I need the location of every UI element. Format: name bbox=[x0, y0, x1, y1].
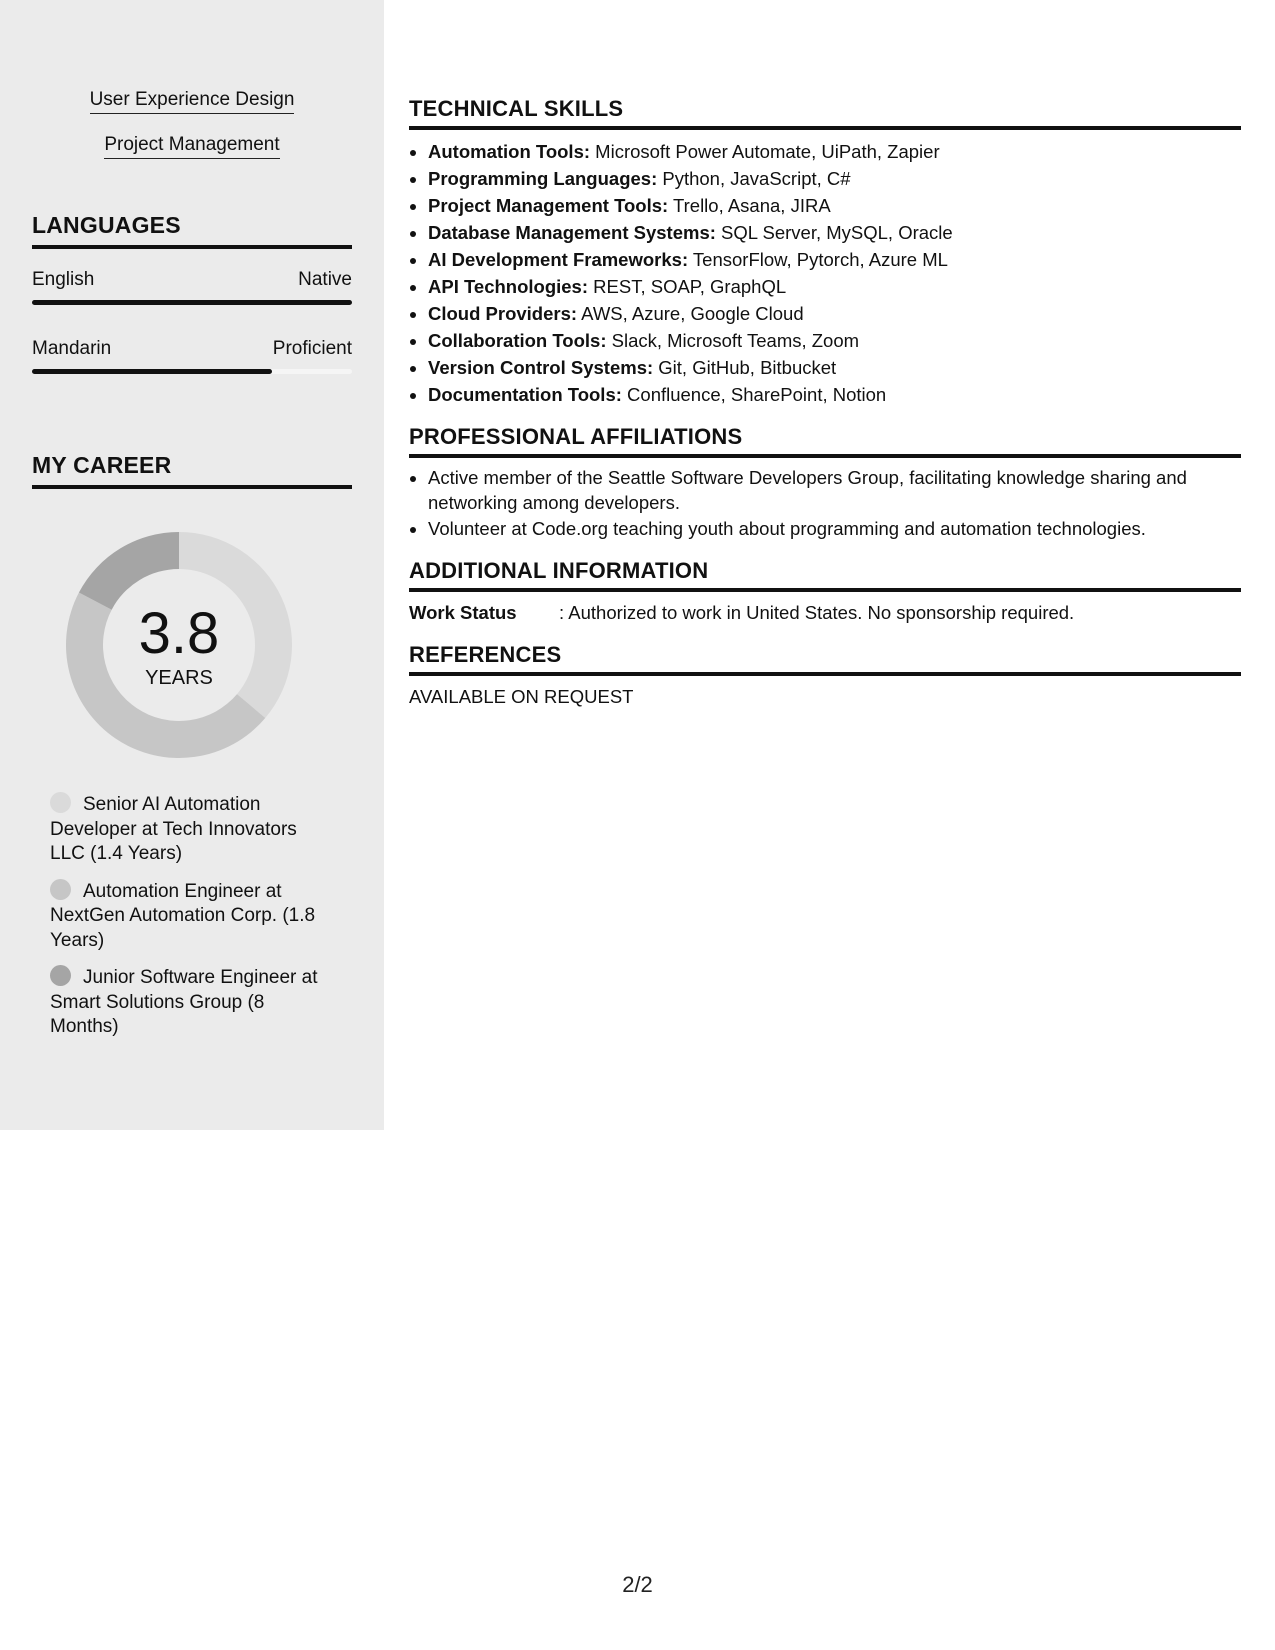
list-item bbox=[428, 165, 1241, 192]
skill-category: Cloud Providers: bbox=[428, 303, 578, 324]
list-item bbox=[428, 138, 1241, 165]
skill-category: Automation Tools: bbox=[428, 141, 591, 162]
list-item bbox=[428, 192, 1241, 219]
skill-category: Project Management Tools: bbox=[428, 195, 669, 216]
language-row-english bbox=[32, 268, 352, 292]
career-item-text: Senior AI Automation Developer at Tech Innovators LLC (1.4 Years) bbox=[50, 794, 297, 864]
career-item-text: Junior Software Engineer at Smart Solutions Group (8 Months) bbox=[50, 967, 318, 1037]
skill-values: SQL Server, MySQL, Oracle bbox=[715, 222, 953, 243]
technical-skills-heading: TECHNICAL SKILLS bbox=[409, 96, 1241, 130]
skill-values: AWS, Azure, Google Cloud bbox=[577, 303, 804, 324]
work-status-row bbox=[409, 600, 1241, 626]
references-text: AVAILABLE ON REQUEST bbox=[409, 685, 634, 707]
list-item bbox=[428, 246, 1241, 273]
list-item bbox=[428, 219, 1241, 246]
career-unit: YEARS bbox=[145, 667, 213, 689]
list-item bbox=[428, 354, 1241, 381]
language-row-mandarin bbox=[32, 337, 352, 361]
career-item-text: Automation Engineer at NextGen Automation Corp. (1.8 Years) bbox=[50, 880, 316, 951]
skill-label: Project Management bbox=[104, 133, 279, 159]
technical-skills-section bbox=[409, 96, 1241, 408]
skill-values: Microsoft Power Automate, UiPath, Zapier bbox=[590, 141, 940, 162]
career-total-years: 3.8 bbox=[138, 601, 220, 666]
affiliations-list bbox=[409, 466, 1241, 542]
career-item bbox=[50, 965, 330, 1040]
list-item bbox=[428, 273, 1241, 300]
languages-heading: LANGUAGES bbox=[32, 212, 352, 249]
technical-skills-list bbox=[409, 138, 1241, 408]
skill-project-management[interactable] bbox=[0, 133, 384, 159]
main-content bbox=[409, 96, 1241, 726]
additional-info-heading: ADDITIONAL INFORMATION bbox=[409, 558, 1241, 592]
career-donut-chart bbox=[66, 532, 292, 758]
list-item bbox=[428, 381, 1241, 408]
skill-category: AI Development Frameworks: bbox=[428, 249, 689, 270]
skill-label: User Experience Design bbox=[90, 88, 295, 114]
skill-user-experience-design[interactable] bbox=[0, 88, 384, 114]
skill-values: Slack, Microsoft Teams, Zoom bbox=[606, 330, 860, 351]
language-name: English bbox=[32, 269, 95, 290]
skill-category: Version Control Systems: bbox=[428, 357, 654, 378]
language-bar-fill bbox=[32, 369, 272, 374]
skill-category: Programming Languages: bbox=[428, 168, 658, 189]
skill-values: Git, GitHub, Bitbucket bbox=[653, 357, 837, 378]
language-bar-english bbox=[32, 300, 352, 305]
career-item bbox=[50, 879, 330, 954]
skill-category: API Technologies: bbox=[428, 276, 589, 297]
my-career-heading: MY CAREER bbox=[32, 452, 352, 489]
work-status-value: : Authorized to work in United States. No sponsorship required. bbox=[559, 601, 1075, 623]
work-status-label: Work Status bbox=[409, 601, 517, 623]
references-section bbox=[409, 642, 1241, 710]
language-level: Proficient bbox=[272, 338, 352, 359]
list-item: • Volunteer at Code.org teaching youth about programming and automation technologies. bbox=[428, 517, 1241, 542]
career-dot-icon bbox=[50, 792, 71, 813]
affiliations-heading: PROFESSIONAL AFFILIATIONS bbox=[409, 424, 1241, 458]
list-item bbox=[428, 327, 1241, 354]
page-number: 2/2 bbox=[622, 1572, 653, 1597]
career-legend bbox=[50, 792, 330, 1052]
language-bar-fill bbox=[32, 300, 352, 305]
language-level: Native bbox=[298, 269, 352, 290]
list-item: • Active member of the Seattle Software Developers Group, facilitating knowledge sharing and networking among developers. bbox=[428, 466, 1241, 515]
career-dot-icon bbox=[50, 965, 71, 986]
affiliations-section bbox=[409, 424, 1241, 542]
skill-category: Documentation Tools: bbox=[428, 384, 622, 405]
language-bar-mandarin bbox=[32, 369, 352, 374]
additional-info-section bbox=[409, 558, 1241, 626]
skill-values: REST, SOAP, GraphQL bbox=[588, 276, 787, 297]
language-name: Mandarin bbox=[32, 338, 112, 359]
skill-category: Database Management Systems: bbox=[428, 222, 716, 243]
career-donut-segment bbox=[79, 532, 179, 610]
skill-values: Confluence, SharePoint, Notion bbox=[621, 384, 887, 405]
references-heading: REFERENCES bbox=[409, 642, 1241, 676]
skill-values: TensorFlow, Pytorch, Azure ML bbox=[688, 249, 948, 270]
skill-values: Python, JavaScript, C# bbox=[657, 168, 851, 189]
list-item bbox=[428, 300, 1241, 327]
career-item bbox=[50, 792, 330, 867]
skill-category: Collaboration Tools: bbox=[428, 330, 607, 351]
skill-values: Trello, Asana, JIRA bbox=[668, 195, 831, 216]
career-dot-icon bbox=[50, 879, 71, 900]
sidebar bbox=[0, 0, 384, 1130]
